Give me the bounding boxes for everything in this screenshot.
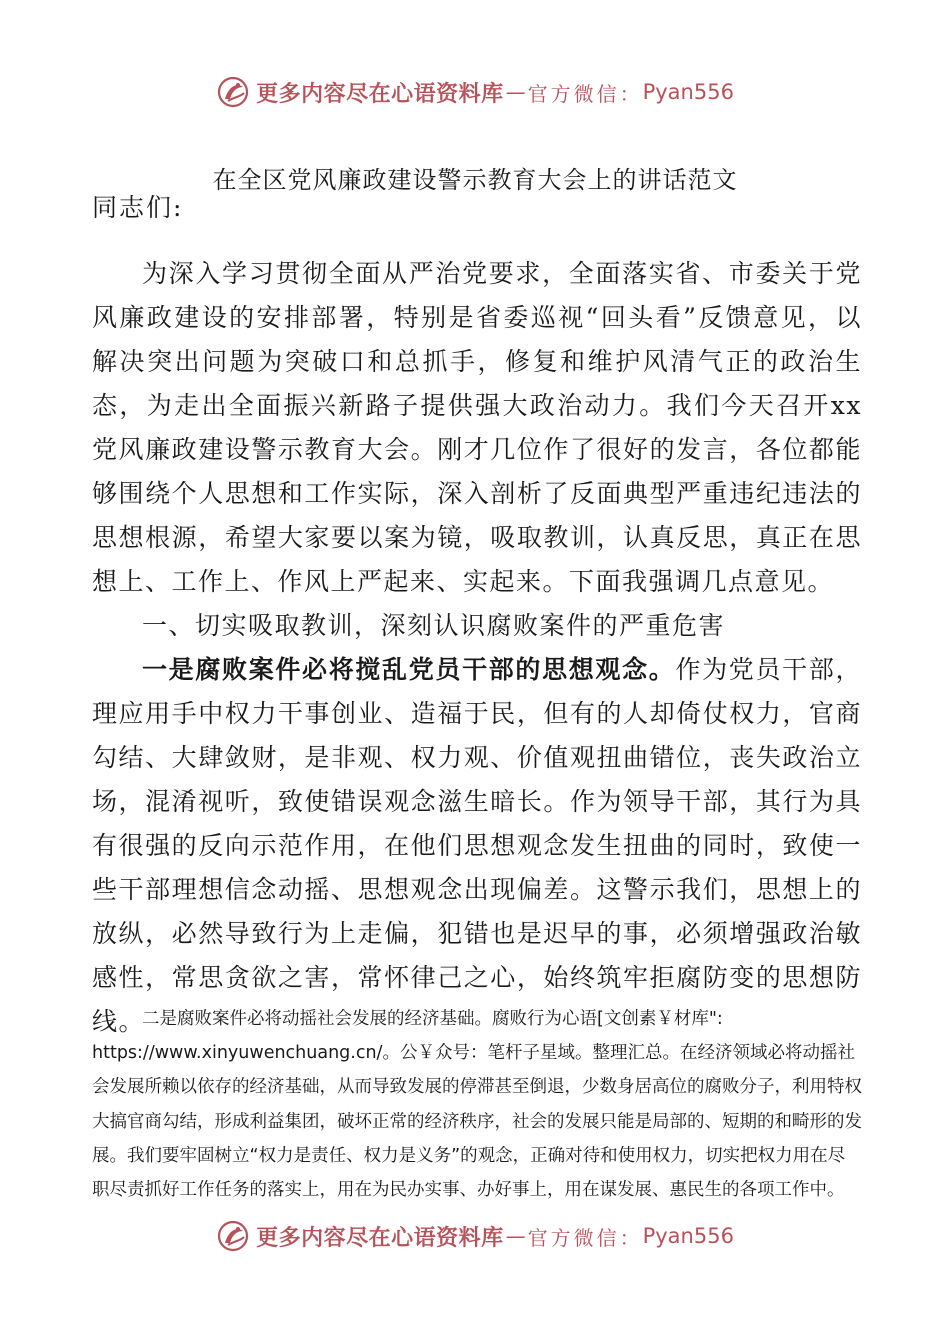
banner-wechat-id: Pyan556 [642,1224,734,1248]
point1-text [92,648,862,1044]
point2-paragraph [92,1002,862,1207]
banner-wechat-label: 官方微信： [527,81,643,106]
section1-heading: 一、切实吸取教训，深刻认识腐败案件的严重危害 [142,611,726,640]
document-title: 在全区党风廉政建设警示教育大会上的讲话范文 [212,166,738,194]
banner-dash: — [505,80,526,104]
banner-wechat-label: 官方微信： [527,1225,643,1250]
banner-dash: — [505,1224,526,1248]
banner-wechat-id: Pyan556 [642,80,734,104]
header-banner [0,70,950,114]
banner-brand-text: 更多内容尽在心语资料库 [256,80,504,107]
intro-paragraph [92,252,862,604]
intro-text: 为深入学习贯彻全面从严治党要求，全面落实省、市委关于党风廉政建设的安排部署，特别是省委巡视“回头看”反馈意见，以解决突出问题为突破口和总抓手，修复和维护风清气正的政治生态，为走出全面振兴新路子提供强大政治动力。我们今天召开xx党风廉政建设警示教育大会。刚才几位作了很好的发言，各位都能够围绕个人思想和工作实际，深入剖析了反面典型严重违纪违法的思想根源，希望大家要以案为镜，吸取教训，认真反思，真正在思想上、工作上、作风上严起来、实起来。下面我强调几点意见。 [92,259,862,596]
swirl-logo-icon [216,1219,250,1253]
greeting: 同志们: [92,193,184,222]
section-heading [92,604,862,648]
point2-text: 二是腐败案件必将动摇社会发展的经济基础。腐败行为心语[文创素￥材库": https://www.xinyuwenchuang.cn/。公￥众号：笔杆子星域。整理汇总。在经济领域必将动摇社会发展所赖以依存的经济基础，从而导致发展的停滞甚至倒退，少数身居高位的腐败分子，利用特权大搞官商勾结，形成利益集团，破坏正常的经济秩序，社会的发展只能是局部的、短期的和畸形的发展。我们要牢固树立“权力是责任、权力是义务”的观念，正确对待和使用权力，切实把权力用在尽职尽责抓好工作任务的落实上，用在为民办实事、办好事上，用在谋发展、惠民生的各项工作中。 [92,1009,862,1201]
point1-lead: 一是腐败案件必将搅乱党员干部的思想观念。 [142,655,676,684]
point1-body: 作为党员干部，理应用手中权力干事创业、造福于民，但有的人却倚仗权力，官商勾结、大肆敛财，是非观、权力观、价值观扭曲错位，丧失政治立场，混淆视听，致使错误观念滋生暗长。作为领导干部，其行为具有很强的反向示范作用，在他们思想观念发生扭曲的同时，致使一些干部理想信念动摇、思想观念出现偏差。这警示我们，思想上的放纵，必然导致行为上走偏，犯错也是迟早的事，必须增强政治敏感性，常思贪欲之害，常怀律己之心，始终筑牢拒腐防变的思想防线。 [92,655,862,1036]
banner-brand-text: 更多内容尽在心语资料库 [256,1224,504,1251]
point1-paragraph [92,648,862,1044]
swirl-logo-icon [216,75,250,109]
footer-banner [0,1214,950,1258]
